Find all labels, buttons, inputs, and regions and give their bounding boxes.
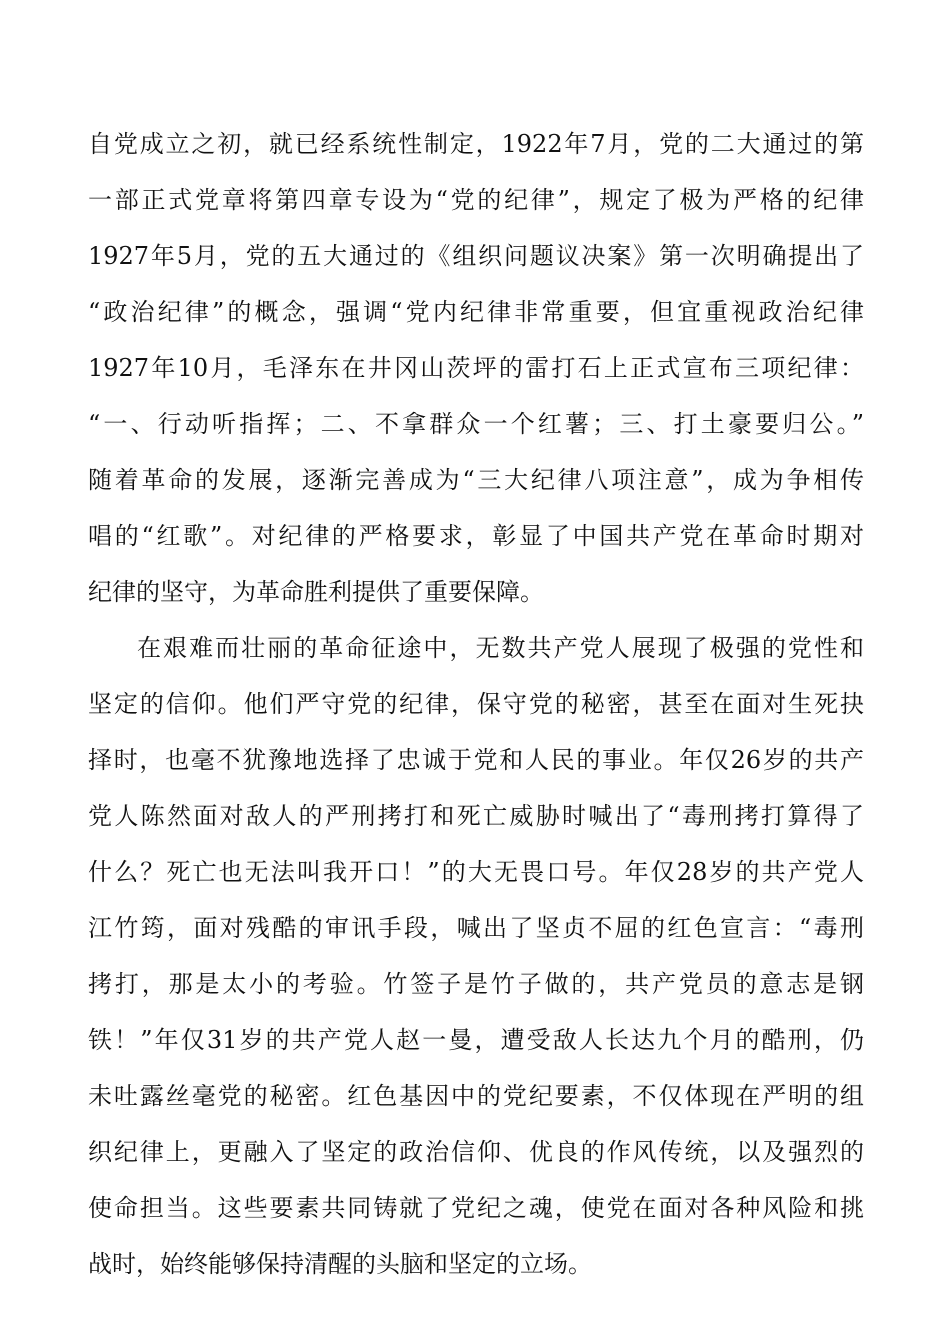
text-line: 拷打，那是太小的考验。竹签子是竹子做的，共产党员的意志是钢: [88, 970, 864, 998]
text-line: 江竹筠，面对残酷的审讯手段，喊出了坚贞不屈的红色宣言：“毒刑: [88, 914, 864, 942]
text-line: 1927年5月，党的五大通过的《组织问题议决案》第一次明确提出了: [88, 242, 864, 270]
text-line: 战时，始终能够保持清醒的头脑和坚定的立场。: [88, 1250, 592, 1278]
text-line: “政治纪律”的概念，强调“党内纪律非常重要，但宜重视政治纪律: [88, 298, 864, 326]
text-line: 党人陈然面对敌人的严刑拷打和死亡威胁时喊出了“毒刑拷打算得了: [88, 802, 864, 830]
text-line: 未吐露丝毫党的秘密。红色基因中的党纪要素，不仅体现在严明的组: [88, 1082, 864, 1110]
text-line: 织纪律上，更融入了坚定的政治信仰、优良的作风传统，以及强烈的: [88, 1138, 864, 1166]
text-line: 铁！”年仅31岁的共产党人赵一曼，遭受敌人长达九个月的酷刑，仍: [88, 1026, 864, 1054]
text-line: 择时，也毫不犹豫地选择了忠诚于党和人民的事业。年仅26岁的共产: [88, 746, 864, 774]
text-line: 1927年10月，毛泽东在井冈山茨坪的雷打石上正式宣布三项纪律：: [88, 354, 864, 382]
text-line: 唱的“红歌”。对纪律的严格要求，彰显了中国共产党在革命时期对: [88, 522, 864, 550]
text-line: 随着革命的发展，逐渐完善成为“三大纪律八项注意”，成为争相传: [88, 466, 864, 494]
text-line: 一部正式党章将第四章专设为“党的纪律”，规定了极为严格的纪律: [88, 186, 864, 214]
text-line: “一、行动听指挥；二、不拿群众一个红薯；三、打土豪要归公。”: [88, 410, 864, 438]
text-line: 使命担当。这些要素共同铸就了党纪之魂，使党在面对各种风险和挑: [88, 1194, 864, 1222]
text-line: 什么？死亡也无法叫我开口！”的大无畏口号。年仅28岁的共产党人: [88, 858, 864, 886]
text-line: 纪律的坚守，为革命胜利提供了重要保障。: [88, 578, 544, 606]
text-line: 坚定的信仰。他们严守党的纪律，保守党的秘密，甚至在面对生死抉: [88, 690, 864, 718]
paragraph-first-line: 在艰难而壮丽的革命征途中，无数共产党人展现了极强的党性和: [137, 634, 864, 662]
text-line: 自党成立之初，就已经系统性制定，1922年7月，党的二大通过的第: [88, 130, 864, 158]
